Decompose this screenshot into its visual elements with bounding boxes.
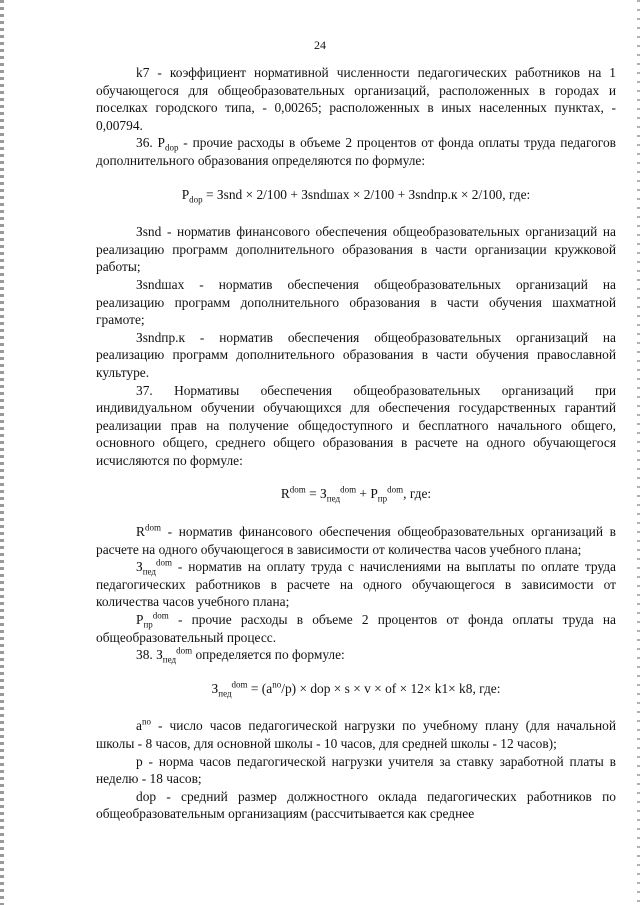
f2-z: = З: [305, 486, 327, 502]
f3-z-sup: dom: [231, 679, 248, 690]
f3-z: З: [211, 680, 219, 696]
f2-r: R: [280, 486, 290, 502]
p36-sub: dop: [165, 143, 179, 154]
zped-sub: пед: [142, 566, 156, 577]
f3-a: = (a: [247, 680, 273, 696]
ppr-p: P: [136, 612, 144, 628]
zped-paragraph: [96, 558, 616, 611]
paragraph-38: [96, 646, 616, 664]
ppr-sup: dom: [152, 610, 169, 621]
zped-z: З: [136, 559, 143, 575]
f1-lhs-sub: dop: [189, 194, 203, 205]
rdom-sup: dom: [144, 522, 161, 533]
f2-end: , где:: [403, 486, 432, 502]
dop-paragraph: dop - средний размер должностного оклада педагогических работников по общеобразовательным организациям (рассчитывается как среднее: [96, 788, 616, 822]
f2-p-sup: dom: [387, 485, 404, 495]
p-norm-paragraph: р - норма часов педагогической нагрузки учителя за ставку заработной платы в неделю - 18 часов;: [96, 753, 616, 787]
f2-p: + P: [356, 486, 378, 502]
zped-sup: dom: [156, 557, 173, 568]
f2-r-sup: dom: [289, 485, 306, 495]
f3-a-sup: no: [272, 679, 282, 690]
ano-a: a: [136, 718, 142, 734]
f2-z-sup: dom: [340, 485, 357, 495]
k7-paragraph: k7 - коэффициент нормативной численности педагогических работников на 1 обучающегося для общеобразовательных организаций, расположенных в городах и поселках городского типа, - 0,00265; расположенных в иных населенных пунктах, - 0,00794.: [96, 65, 616, 133]
f3-rhs: /p) × dop × s × v × of × 12× k1× k8, где:: [281, 680, 501, 696]
document-body: [96, 64, 616, 823]
p36-number: 36. P: [136, 135, 165, 151]
ano-text: - число часов педагогической нагрузки по учебному плану (для начальной школы - 8 часов, для основной школы - 10 часов, для средней школы - 12 часов);: [96, 718, 616, 751]
formula-pdop: [96, 186, 616, 204]
zsndshax-paragraph: Зsndшах - норматив обеспечения общеобразовательных организаций на реализацию программ дополнительного образования в части обучения шахматной грамоте;: [96, 276, 616, 328]
f1-rhs: = Зsnd × 2/100 + Зsndшах × 2/100 + Зsndпр.к × 2/100, где:: [202, 186, 531, 202]
paragraph-37: 37. Нормативы обеспечения общеобразовательных организаций при индивидуальном обучении обучающихся для обеспечения государственных гарантий реализации прав на получение общедоступного и бесплатного начального общего, основного общего, среднего общего образования в расчете на одного обучающегося исчисляются по формуле:: [96, 382, 616, 468]
ppr-sub: пр: [143, 619, 153, 630]
rdom-text: - норматив финансового обеспечения общеобразовательных организаций в расчете на одного обучающегося в зависимости от количества часов учебного плана;: [96, 524, 616, 557]
p36-text: - прочие расходы в объеме 2 процентов от фонда оплаты труда педагогов дополнительного образования определяются по формуле:: [96, 135, 616, 168]
page-number: 24: [314, 38, 326, 52]
zsnd-paragraph: Зsnd - норматив финансового обеспечения общеобразовательных организаций на реализацию программ дополнительного образования в части организации кружковой работы;: [96, 224, 616, 275]
ppr-paragraph: [96, 611, 616, 646]
ppr-text: - прочие расходы в объеме 2 процентов от фонда оплаты труда на общеобразовательный процесс.: [96, 612, 616, 645]
ano-sup: no: [141, 716, 151, 727]
formula-zped: [96, 680, 616, 698]
zsndprk-paragraph: Зsndпр.к - норматив обеспечения общеобразовательных организаций на реализацию программ дополнительного образования в части обучения православной культуре.: [96, 329, 616, 380]
rdom-r: R: [136, 524, 145, 540]
ano-paragraph: [96, 717, 616, 752]
paragraph-36: [96, 134, 616, 169]
f2-p-sub: пр: [377, 494, 388, 505]
f1-lhs: P: [181, 186, 190, 202]
rdom-paragraph: [96, 523, 616, 558]
p38-sup: dom: [176, 645, 193, 656]
f2-z-sub: пед: [326, 494, 341, 505]
p38-sub: пед: [162, 654, 177, 665]
zped-text: - норматив на оплату труда с начислениями на выплаты по оплате труда педагогических работников в расчете на одного обучающегося в зависимости от количества часов учебного плана;: [96, 559, 616, 610]
formula-rdom: [96, 485, 616, 503]
f3-z-sub: пед: [218, 688, 232, 699]
scan-edge-left: [0, 0, 4, 905]
p38-text: определяется по формуле:: [192, 647, 345, 663]
p38-number: 38. З: [136, 647, 163, 663]
